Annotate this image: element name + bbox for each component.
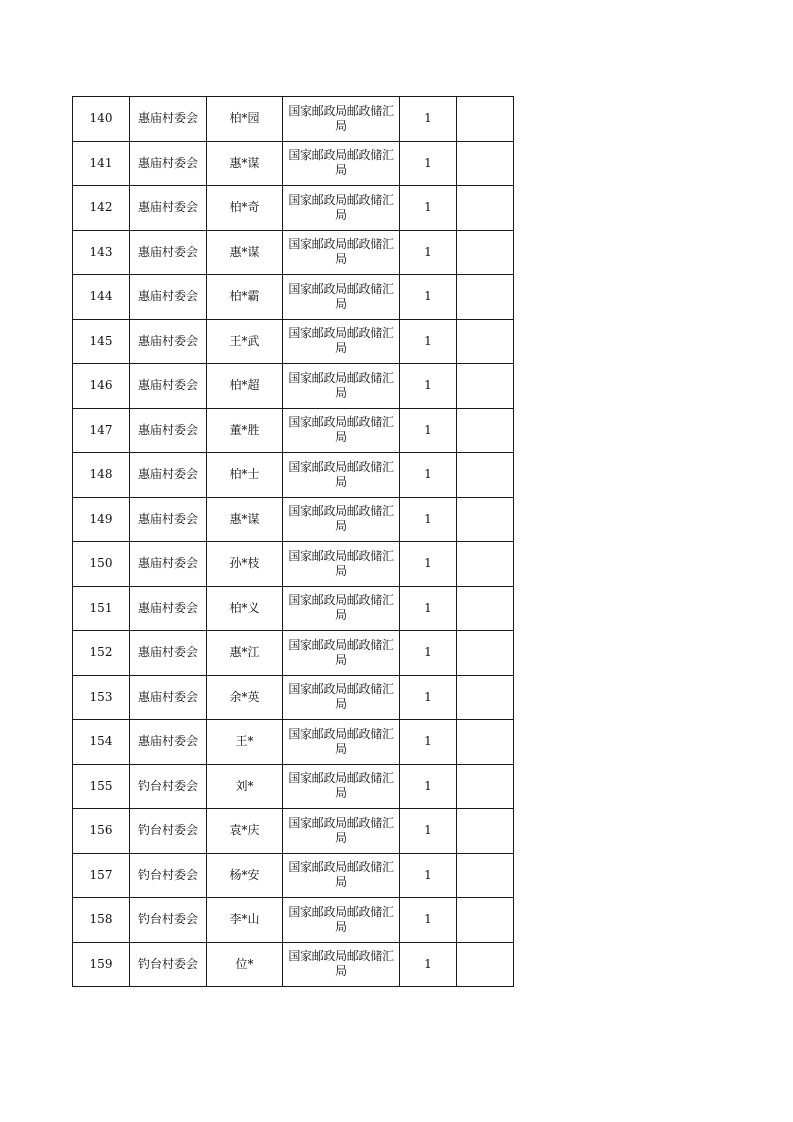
quantity-cell: 1 bbox=[400, 364, 457, 409]
table-row bbox=[73, 764, 514, 809]
village-cell: 钓台村委会 bbox=[130, 764, 207, 809]
bank-name-text: 国家邮政局邮政储汇局 bbox=[288, 904, 394, 934]
table-row bbox=[73, 364, 514, 409]
table-body bbox=[73, 97, 514, 987]
village-cell: 惠庙村委会 bbox=[130, 186, 207, 231]
person-name-cell: 柏*义 bbox=[207, 586, 283, 631]
table-row bbox=[73, 720, 514, 765]
table-row bbox=[73, 141, 514, 186]
table-row bbox=[73, 97, 514, 142]
bank-cell bbox=[283, 319, 400, 364]
village-cell: 惠庙村委会 bbox=[130, 319, 207, 364]
quantity-cell: 1 bbox=[400, 141, 457, 186]
village-cell: 惠庙村委会 bbox=[130, 586, 207, 631]
bank-name-text: 国家邮政局邮政储汇局 bbox=[288, 192, 394, 222]
row-number-cell: 158 bbox=[73, 898, 130, 943]
bank-name-text: 国家邮政局邮政储汇局 bbox=[288, 771, 394, 801]
remark-cell bbox=[457, 853, 514, 898]
village-cell: 惠庙村委会 bbox=[130, 141, 207, 186]
table-row bbox=[73, 230, 514, 275]
table-row bbox=[73, 408, 514, 453]
bank-cell bbox=[283, 586, 400, 631]
person-name-cell: 王* bbox=[207, 720, 283, 765]
bank-name-text: 国家邮政局邮政储汇局 bbox=[288, 281, 394, 311]
bank-name-text: 国家邮政局邮政储汇局 bbox=[288, 504, 394, 534]
person-name-cell: 孙*枝 bbox=[207, 542, 283, 587]
bank-cell bbox=[283, 764, 400, 809]
row-number-cell: 159 bbox=[73, 942, 130, 987]
remark-cell bbox=[457, 898, 514, 943]
quantity-cell: 1 bbox=[400, 942, 457, 987]
table-row bbox=[73, 942, 514, 987]
remark-cell bbox=[457, 809, 514, 854]
row-number-cell: 156 bbox=[73, 809, 130, 854]
bank-name-text: 国家邮政局邮政储汇局 bbox=[288, 815, 394, 845]
row-number-cell: 155 bbox=[73, 764, 130, 809]
remark-cell bbox=[457, 586, 514, 631]
remark-cell bbox=[457, 141, 514, 186]
bank-cell bbox=[283, 942, 400, 987]
bank-cell bbox=[283, 141, 400, 186]
village-cell: 惠庙村委会 bbox=[130, 408, 207, 453]
quantity-cell: 1 bbox=[400, 631, 457, 676]
quantity-cell: 1 bbox=[400, 453, 457, 498]
bank-cell bbox=[283, 675, 400, 720]
bank-name-text: 国家邮政局邮政储汇局 bbox=[288, 370, 394, 400]
table-row bbox=[73, 675, 514, 720]
bank-name-text: 国家邮政局邮政储汇局 bbox=[288, 326, 394, 356]
quantity-cell: 1 bbox=[400, 275, 457, 320]
person-name-cell: 袁*庆 bbox=[207, 809, 283, 854]
quantity-cell: 1 bbox=[400, 675, 457, 720]
quantity-cell: 1 bbox=[400, 230, 457, 275]
remark-cell bbox=[457, 97, 514, 142]
person-name-cell: 柏*园 bbox=[207, 97, 283, 142]
table-row bbox=[73, 853, 514, 898]
quantity-cell: 1 bbox=[400, 319, 457, 364]
remark-cell bbox=[457, 942, 514, 987]
bank-name-text: 国家邮政局邮政储汇局 bbox=[288, 459, 394, 489]
village-cell: 惠庙村委会 bbox=[130, 230, 207, 275]
bank-cell bbox=[283, 453, 400, 498]
village-cell: 钓台村委会 bbox=[130, 853, 207, 898]
bank-cell bbox=[283, 408, 400, 453]
table-row bbox=[73, 542, 514, 587]
remark-cell bbox=[457, 631, 514, 676]
remark-cell bbox=[457, 720, 514, 765]
bank-name-text: 国家邮政局邮政储汇局 bbox=[288, 548, 394, 578]
quantity-cell: 1 bbox=[400, 186, 457, 231]
person-name-cell: 惠*谋 bbox=[207, 141, 283, 186]
row-number-cell: 147 bbox=[73, 408, 130, 453]
table-row bbox=[73, 275, 514, 320]
quantity-cell: 1 bbox=[400, 586, 457, 631]
village-cell: 钓台村委会 bbox=[130, 809, 207, 854]
quantity-cell: 1 bbox=[400, 408, 457, 453]
bank-name-text: 国家邮政局邮政储汇局 bbox=[288, 949, 394, 979]
bank-cell bbox=[283, 186, 400, 231]
row-number-cell: 148 bbox=[73, 453, 130, 498]
remark-cell bbox=[457, 364, 514, 409]
row-number-cell: 151 bbox=[73, 586, 130, 631]
bank-name-text: 国家邮政局邮政储汇局 bbox=[288, 860, 394, 890]
bank-cell bbox=[283, 898, 400, 943]
person-name-cell: 王*武 bbox=[207, 319, 283, 364]
quantity-cell: 1 bbox=[400, 720, 457, 765]
row-number-cell: 157 bbox=[73, 853, 130, 898]
row-number-cell: 146 bbox=[73, 364, 130, 409]
village-cell: 惠庙村委会 bbox=[130, 631, 207, 676]
village-cell: 惠庙村委会 bbox=[130, 97, 207, 142]
table-row bbox=[73, 186, 514, 231]
person-name-cell: 惠*谋 bbox=[207, 497, 283, 542]
bank-cell bbox=[283, 631, 400, 676]
quantity-cell: 1 bbox=[400, 542, 457, 587]
bank-name-text: 国家邮政局邮政储汇局 bbox=[288, 415, 394, 445]
remark-cell bbox=[457, 319, 514, 364]
remark-cell bbox=[457, 408, 514, 453]
village-cell: 惠庙村委会 bbox=[130, 720, 207, 765]
village-cell: 惠庙村委会 bbox=[130, 453, 207, 498]
bank-name-text: 国家邮政局邮政储汇局 bbox=[288, 148, 394, 178]
village-cell: 钓台村委会 bbox=[130, 898, 207, 943]
village-cell: 惠庙村委会 bbox=[130, 497, 207, 542]
bank-name-text: 国家邮政局邮政储汇局 bbox=[288, 237, 394, 267]
bank-cell bbox=[283, 275, 400, 320]
row-number-cell: 144 bbox=[73, 275, 130, 320]
bank-cell bbox=[283, 720, 400, 765]
remark-cell bbox=[457, 230, 514, 275]
village-cell: 惠庙村委会 bbox=[130, 275, 207, 320]
bank-cell bbox=[283, 809, 400, 854]
row-number-cell: 154 bbox=[73, 720, 130, 765]
data-table bbox=[72, 96, 514, 987]
village-cell: 惠庙村委会 bbox=[130, 364, 207, 409]
row-number-cell: 150 bbox=[73, 542, 130, 587]
table-row bbox=[73, 586, 514, 631]
remark-cell bbox=[457, 453, 514, 498]
remark-cell bbox=[457, 542, 514, 587]
person-name-cell: 柏*霸 bbox=[207, 275, 283, 320]
quantity-cell: 1 bbox=[400, 764, 457, 809]
quantity-cell: 1 bbox=[400, 809, 457, 854]
remark-cell bbox=[457, 275, 514, 320]
person-name-cell: 惠*江 bbox=[207, 631, 283, 676]
table-row bbox=[73, 453, 514, 498]
bank-name-text: 国家邮政局邮政储汇局 bbox=[288, 682, 394, 712]
person-name-cell: 柏*奇 bbox=[207, 186, 283, 231]
quantity-cell: 1 bbox=[400, 497, 457, 542]
bank-name-text: 国家邮政局邮政储汇局 bbox=[288, 726, 394, 756]
table-row bbox=[73, 631, 514, 676]
person-name-cell: 杨*安 bbox=[207, 853, 283, 898]
row-number-cell: 145 bbox=[73, 319, 130, 364]
bank-cell bbox=[283, 364, 400, 409]
person-name-cell: 柏*士 bbox=[207, 453, 283, 498]
person-name-cell: 董*胜 bbox=[207, 408, 283, 453]
bank-cell bbox=[283, 230, 400, 275]
table-row bbox=[73, 497, 514, 542]
remark-cell bbox=[457, 497, 514, 542]
bank-name-text: 国家邮政局邮政储汇局 bbox=[288, 637, 394, 667]
person-name-cell: 李*山 bbox=[207, 898, 283, 943]
row-number-cell: 149 bbox=[73, 497, 130, 542]
table-row bbox=[73, 809, 514, 854]
table-row bbox=[73, 898, 514, 943]
row-number-cell: 142 bbox=[73, 186, 130, 231]
remark-cell bbox=[457, 675, 514, 720]
person-name-cell: 刘* bbox=[207, 764, 283, 809]
person-name-cell: 柏*超 bbox=[207, 364, 283, 409]
bank-cell bbox=[283, 97, 400, 142]
quantity-cell: 1 bbox=[400, 97, 457, 142]
row-number-cell: 141 bbox=[73, 141, 130, 186]
person-name-cell: 惠*谋 bbox=[207, 230, 283, 275]
bank-name-text: 国家邮政局邮政储汇局 bbox=[288, 593, 394, 623]
row-number-cell: 143 bbox=[73, 230, 130, 275]
remark-cell bbox=[457, 186, 514, 231]
village-cell: 钓台村委会 bbox=[130, 942, 207, 987]
bank-name-text: 国家邮政局邮政储汇局 bbox=[288, 103, 394, 133]
remark-cell bbox=[457, 764, 514, 809]
quantity-cell: 1 bbox=[400, 853, 457, 898]
village-cell: 惠庙村委会 bbox=[130, 542, 207, 587]
row-number-cell: 152 bbox=[73, 631, 130, 676]
bank-cell bbox=[283, 542, 400, 587]
quantity-cell: 1 bbox=[400, 898, 457, 943]
bank-cell bbox=[283, 497, 400, 542]
person-name-cell: 余*英 bbox=[207, 675, 283, 720]
table-row bbox=[73, 319, 514, 364]
row-number-cell: 140 bbox=[73, 97, 130, 142]
person-name-cell: 位* bbox=[207, 942, 283, 987]
village-cell: 惠庙村委会 bbox=[130, 675, 207, 720]
bank-cell bbox=[283, 853, 400, 898]
row-number-cell: 153 bbox=[73, 675, 130, 720]
